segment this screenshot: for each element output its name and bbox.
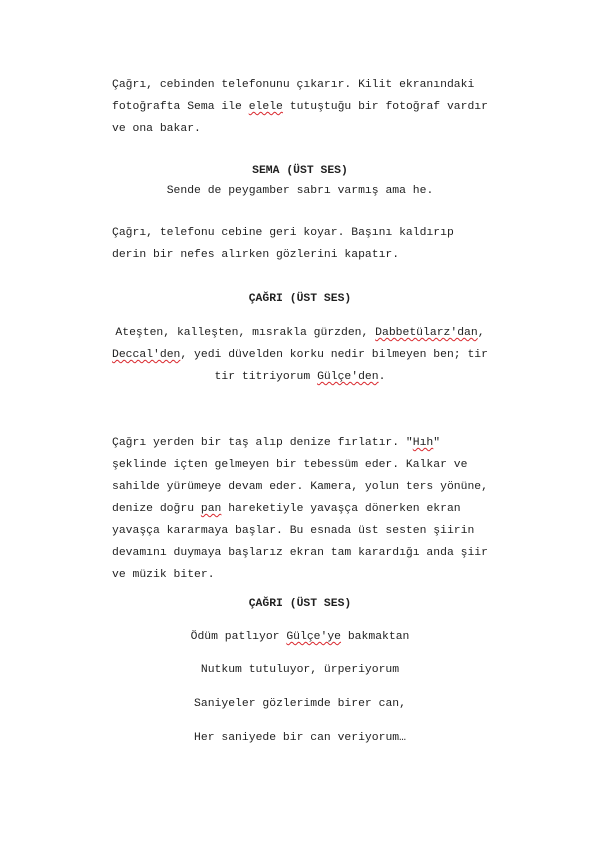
character-cue-sema: SEMA (ÜST SES) <box>252 165 348 177</box>
dialogue-line <box>0 322 600 344</box>
action-line: sahilde yürümeye devam eder. Kamera, yolun ters yönüne, <box>112 481 488 493</box>
text-run: Çağrı yerden bir taş alıp denize fırlatır. " <box>112 437 413 449</box>
character-cue-cagri: ÇAĞRI (ÜST SES) <box>248 293 352 305</box>
spelling-error-word[interactable]: Hıh <box>412 437 434 449</box>
spelling-error-word[interactable]: pan <box>200 503 222 515</box>
action-paragraph-1 <box>112 74 512 140</box>
poem-line <box>0 628 600 646</box>
action-line <box>112 432 512 454</box>
text-run: " <box>433 437 441 449</box>
poem-line: Saniyeler gözlerimde birer can, <box>194 698 406 710</box>
action-line: Çağrı, telefonu cebine geri koyar. Başını kaldırıp <box>112 227 454 239</box>
dialogue-line <box>0 344 600 366</box>
action-line: şeklinde içten gelmeyen bir tebessüm eder. Kalkar ve <box>112 459 468 471</box>
spelling-error-word[interactable]: elele <box>248 101 283 113</box>
text-run: Ateşten, kalleşten, mısrakla gürzden, <box>115 327 376 339</box>
text-run: hareketiyle yavaşça dönerken ekran <box>221 503 461 515</box>
text-run: fotoğrafta Sema ile <box>112 101 249 113</box>
action-line: Çağrı, cebinden telefonunu çıkarır. Kilit ekranındaki <box>112 79 475 91</box>
text-run: , yedi düvelden korku nedir bilmeyen ben; tir <box>180 349 488 361</box>
poem-line: Her saniyede bir can veriyorum… <box>194 732 406 744</box>
action-line: ve ona bakar. <box>112 123 201 135</box>
action-line: ve müzik biter. <box>112 569 215 581</box>
action-line: devamını duymaya başlarız ekran tam karardığı anda şiir <box>112 547 488 559</box>
dialogue-line <box>0 366 600 388</box>
text-run: denize doğru <box>112 503 201 515</box>
action-paragraph-2 <box>112 222 512 266</box>
poem-line: Nutkum tutuluyor, ürperiyorum <box>200 664 400 676</box>
action-line <box>112 498 512 520</box>
action-line: derin bir nefes alırken gözlerini kapatır. <box>112 249 400 261</box>
dialogue-block-2 <box>0 322 600 388</box>
spelling-error-word[interactable]: Dabbetülarz'dan <box>375 327 478 339</box>
action-line <box>112 96 512 118</box>
action-line: yavaşça kararmaya başlar. Bu esnada üst sesten şiirin <box>112 525 475 537</box>
text-run: tir titriyorum <box>214 371 318 383</box>
spelling-error-word[interactable]: Deccal'den <box>112 349 181 361</box>
spelling-error-word[interactable]: Gülçe'ye <box>286 631 342 643</box>
action-paragraph-3 <box>112 432 512 586</box>
text-run: , <box>477 327 485 339</box>
spelling-error-word[interactable]: Gülçe'den <box>317 371 379 383</box>
text-run: bakmaktan <box>341 631 410 643</box>
character-cue-cagri: ÇAĞRI (ÜST SES) <box>248 598 352 610</box>
text-run: tutuştuğu bir fotoğraf vardır <box>282 101 488 113</box>
text-run: . <box>378 371 386 383</box>
text-run: Ödüm patlıyor <box>190 631 287 643</box>
dialogue-line: Sende de peygamber sabrı varmış ama he. <box>166 185 434 197</box>
